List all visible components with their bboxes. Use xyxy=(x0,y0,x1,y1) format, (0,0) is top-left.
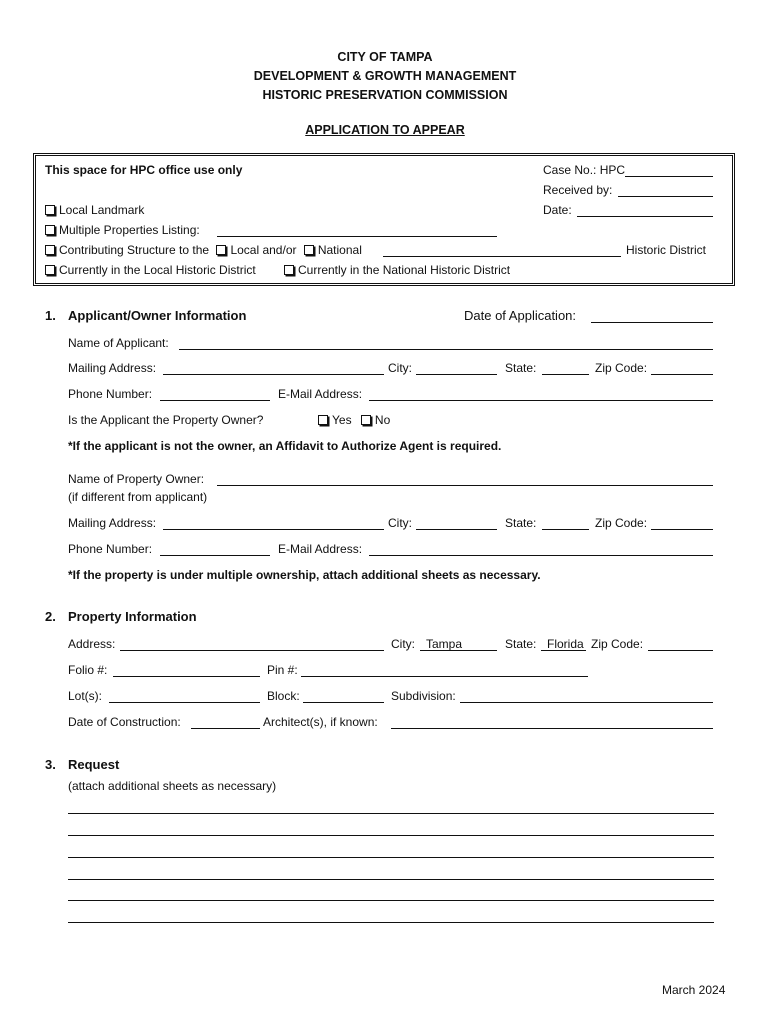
owner-state-label: State: xyxy=(505,516,537,530)
local-landmark-option xyxy=(45,203,144,217)
applicant-phone-field[interactable] xyxy=(160,400,270,401)
property-zip-field[interactable] xyxy=(648,650,713,651)
owner-mailing-field[interactable] xyxy=(163,529,384,530)
property-address-label: Address: xyxy=(68,637,116,651)
multiple-properties-checkbox[interactable] xyxy=(45,225,55,235)
form-title: APPLICATION TO APPEAR xyxy=(305,123,465,137)
owner-name-note: (if different from applicant) xyxy=(68,490,208,504)
owner-city-label: City: xyxy=(388,516,412,530)
request-line-2[interactable] xyxy=(68,835,714,836)
owner-yes-option xyxy=(318,413,390,427)
lots-label: Lot(s): xyxy=(68,689,103,703)
multiple-properties-label: Multiple Properties Listing: xyxy=(59,223,200,237)
owner-mailing-label: Mailing Address: xyxy=(68,516,157,530)
owner-email-label: E-Mail Address: xyxy=(278,542,363,556)
national-district-checkbox[interactable] xyxy=(304,245,314,255)
currently-local-option xyxy=(45,263,256,277)
owner-phone-field[interactable] xyxy=(160,555,270,556)
block-label: Block: xyxy=(267,689,300,703)
applicant-state-field[interactable] xyxy=(542,374,589,375)
is-owner-question: Is the Applicant the Property Owner? xyxy=(68,413,264,427)
applicant-email-label: E-Mail Address: xyxy=(278,387,363,401)
header-city: CITY OF TAMPA xyxy=(337,50,433,64)
multiple-properties-option xyxy=(45,223,200,237)
subdivision-label: Subdivision: xyxy=(391,689,456,703)
national-label: National xyxy=(317,243,362,257)
applicant-phone-label: Phone Number: xyxy=(68,387,153,401)
applicant-email-field[interactable] xyxy=(369,400,713,401)
affidavit-note: *If the applicant is not the owner, an Affidavit to Authorize Agent is required. xyxy=(68,439,502,453)
received-by-label: Received by: xyxy=(543,183,613,197)
request-line-1[interactable] xyxy=(68,813,714,814)
local-landmark-label: Local Landmark xyxy=(59,203,145,217)
section1-title: Applicant/Owner Information xyxy=(68,308,247,323)
folio-label: Folio #: xyxy=(68,663,108,677)
owner-no-checkbox[interactable] xyxy=(361,415,371,425)
section3-number: 3. xyxy=(45,757,56,772)
currently-local-checkbox[interactable] xyxy=(45,265,55,275)
office-date-field[interactable] xyxy=(577,216,713,217)
applicant-name-label: Name of Applicant: xyxy=(68,336,169,350)
property-zip-label: Zip Code: xyxy=(591,637,644,651)
architects-label: Architect(s), if known: xyxy=(263,715,378,729)
owner-email-field[interactable] xyxy=(369,555,713,556)
case-no-field[interactable] xyxy=(625,176,713,177)
owner-city-field[interactable] xyxy=(416,529,497,530)
office-date-label: Date: xyxy=(543,203,572,217)
request-note: (attach additional sheets as necessary) xyxy=(68,779,277,793)
pin-field[interactable] xyxy=(301,676,588,677)
contributing-checkbox[interactable] xyxy=(45,245,55,255)
currently-national-label: Currently in the National Historic District xyxy=(298,263,511,277)
owner-zip-label: Zip Code: xyxy=(595,516,648,530)
district-name-field[interactable] xyxy=(383,256,621,257)
header-department: DEVELOPMENT & GROWTH MANAGEMENT xyxy=(253,69,517,83)
contributing-structure-option xyxy=(45,243,362,257)
multiple-properties-field[interactable] xyxy=(217,236,497,237)
applicant-city-field[interactable] xyxy=(416,374,497,375)
footer-date: March 2024 xyxy=(662,983,726,997)
section2-title: Property Information xyxy=(68,609,197,624)
office-use-heading: This space for HPC office use only xyxy=(45,163,243,177)
date-of-application-label: Date of Application: xyxy=(464,308,577,323)
request-line-5[interactable] xyxy=(68,900,714,901)
request-line-4[interactable] xyxy=(68,879,714,880)
received-by-field[interactable] xyxy=(618,196,713,197)
property-city-label: City: xyxy=(391,637,415,651)
case-no-label: Case No.: HPC xyxy=(543,163,626,177)
local-district-checkbox[interactable] xyxy=(216,245,226,255)
currently-national-checkbox[interactable] xyxy=(284,265,294,275)
section1-number: 1. xyxy=(45,308,56,323)
property-state-label: State: xyxy=(505,637,537,651)
header-commission: HISTORIC PRESERVATION COMMISSION xyxy=(262,88,508,102)
applicant-state-label: State: xyxy=(505,361,537,375)
applicant-city-label: City: xyxy=(388,361,412,375)
multiple-ownership-note: *If the property is under multiple ownership, attach additional sheets as necessary. xyxy=(68,568,541,582)
lots-field[interactable] xyxy=(109,702,260,703)
currently-national-option xyxy=(284,263,510,277)
property-address-field[interactable] xyxy=(120,650,384,651)
date-construction-field[interactable] xyxy=(191,728,260,729)
request-line-3[interactable] xyxy=(68,857,714,858)
contributing-label: Contributing Structure to the xyxy=(59,243,210,257)
owner-name-field[interactable] xyxy=(217,485,713,486)
section3-title: Request xyxy=(68,757,120,772)
section2-number: 2. xyxy=(45,609,56,624)
applicant-name-field[interactable] xyxy=(179,349,713,350)
historic-district-label: Historic District xyxy=(626,243,706,257)
applicant-zip-field[interactable] xyxy=(651,374,713,375)
block-field[interactable] xyxy=(303,702,384,703)
applicant-mailing-field[interactable] xyxy=(163,374,384,375)
owner-phone-label: Phone Number: xyxy=(68,542,153,556)
currently-local-label: Currently in the Local Historic District xyxy=(59,263,256,277)
local-andor-label: Local and/or xyxy=(230,243,297,257)
applicant-mailing-label: Mailing Address: xyxy=(68,361,157,375)
architects-field[interactable] xyxy=(391,728,713,729)
folio-field[interactable] xyxy=(113,676,260,677)
property-state-value[interactable]: Florida xyxy=(547,637,584,651)
applicant-zip-label: Zip Code: xyxy=(595,361,648,375)
owner-no-label: No xyxy=(374,413,391,427)
property-city-value[interactable]: Tampa xyxy=(426,637,463,651)
request-line-6[interactable] xyxy=(68,922,714,923)
date-of-application-field[interactable] xyxy=(591,322,713,323)
pin-label: Pin #: xyxy=(267,663,298,677)
owner-yes-label: Yes xyxy=(332,413,352,427)
owner-state-field[interactable] xyxy=(542,529,589,530)
local-landmark-checkbox[interactable] xyxy=(45,205,55,215)
owner-zip-field[interactable] xyxy=(651,529,713,530)
owner-yes-checkbox[interactable] xyxy=(318,415,328,425)
owner-name-label: Name of Property Owner: xyxy=(68,472,205,486)
subdivision-field[interactable] xyxy=(460,702,713,703)
date-construction-label: Date of Construction: xyxy=(68,715,181,729)
